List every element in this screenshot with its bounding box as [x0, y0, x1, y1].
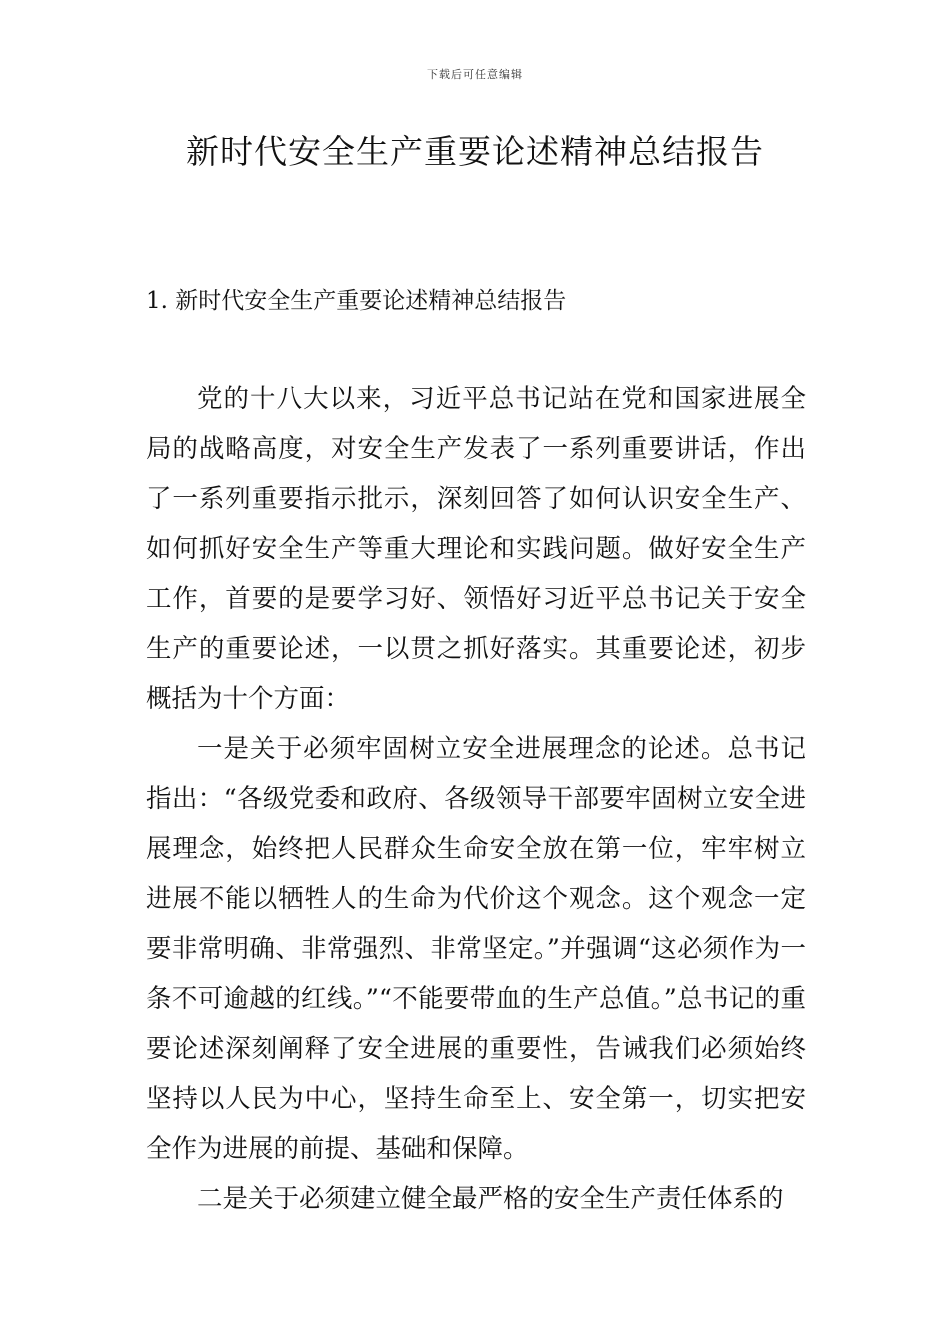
- paragraph-point-one: 一是关于必须牢固树立安全进展理念的论述。总书记指出：“各级党委和政府、各级领导干部要牢固树立安全进展理念，始终把人民群众生命安全放在第一位，牢牢树立进展不能以牺牲人的生命为代价这个观念。这个观念一定要非常明确、非常强烈、非常坚定。”并强调“这必须作为一条不可逾越的红线。”“不能要带血的生产总值。”总书记的重要论述深刻阐释了安全进展的重要性，告诫我们必须始终坚持以人民为中心，坚持生命至上、安全第一，切实把安全作为进展的前提、基础和保障。: [146, 734, 806, 1164]
- header-note: 下载后可任意编辑: [427, 68, 523, 81]
- section-heading: 1. 新时代安全生产重要论述精神总结报告: [146, 288, 567, 314]
- document-title: 新时代安全生产重要论述精神总结报告: [186, 132, 764, 171]
- body-text: [146, 374, 806, 1224]
- paragraph-intro: 党的十八大以来，习近平总书记站在党和国家进展全局的战略高度，对安全生产发表了一系列重要讲话，作出了一系列重要指示批示，深刻回答了如何认识安全生产、如何抓好安全生产等重大理论和实践问题。做好安全生产工作，首要的是要学习好、领悟好习近平总书记关于安全生产的重要论述，一以贯之抓好落实。其重要论述，初步概括为十个方面：: [146, 384, 806, 714]
- paragraph-point-two: 二是关于必须建立健全最严格的安全生产责任体系的: [197, 1184, 784, 1214]
